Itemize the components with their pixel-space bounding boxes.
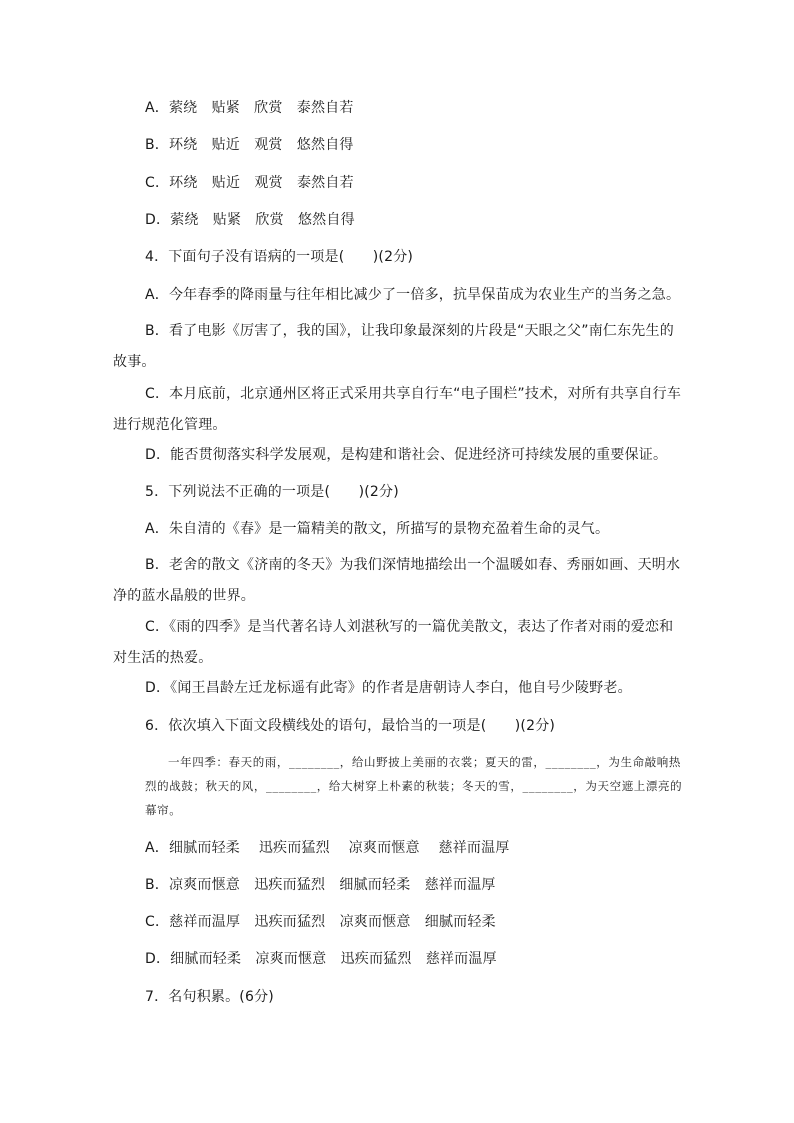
q3-option-d: D．萦绕 贴紧 欣赏 悠然自得: [145, 212, 355, 228]
q6-option-d: D．细腻而轻柔 凉爽而惬意 迅疾而猛烈 慈祥而温厚: [145, 951, 497, 967]
q6-passage: 一年四季：春天的雨，________，给山野披上美丽的衣裳；夏天的雷，________，为生命敲响热烈的战鼓；秋天的风，________，给大树穿上朴素的秋装；冬天的雪，________，为天空遮上漂亮的幕帘。: [145, 755, 683, 817]
q3-option-a: A．萦绕 贴紧 欣赏 泰然自若: [145, 100, 354, 116]
q5-option-d: D．《闻王昌龄左迁龙标遥有此寄》的作者是唐朝诗人李白，他自号少陵野老。: [145, 680, 632, 696]
q3-option-c: C．环绕 贴近 观赏 泰然自若: [145, 175, 354, 191]
q4-option-c: C．本月底前，北京通州区将正式采用共享自行车“电子围栏”技术，对所有共享自行车进行规范化管理。: [113, 386, 682, 433]
q4-option-a: A．今年春季的降雨量与往年相比减少了一倍多，抗旱保苗成为农业生产的当务之急。: [145, 287, 681, 303]
q7-stem: 7．名句积累。(6分): [145, 989, 274, 1005]
q4-stem: 4．下面句子没有语病的一项是( )(2分): [145, 249, 414, 265]
q6-option-c: C．慈祥而温厚 迅疾而猛烈 凉爽而惬意 细腻而轻柔: [145, 914, 496, 930]
q6-option-a: A．细腻而轻柔 迅疾而猛烈 凉爽而惬意 慈祥而温厚: [145, 840, 510, 856]
q4-option-d: D．能否贯彻落实科学发展观，是构建和谐社会、促进经济可持续发展的重要保证。: [145, 447, 668, 463]
q4-option-b: B．看了电影《厉害了，我的国》，让我印象最深刻的片段是“天眼之父”南仁东先生的故事。: [113, 323, 674, 370]
q6-stem: 6．依次填入下面文段横线处的语句，最恰当的一项是( )(2分): [145, 718, 556, 734]
q5-stem: 5．下列说法不正确的一项是( )(2分): [145, 484, 399, 500]
q3-option-b: B．环绕 贴近 观赏 悠然自得: [145, 137, 354, 153]
q5-option-b: B．老舍的散文《济南的冬天》为我们深情地描绘出一个温暖如春、秀丽如画、天明水净的蓝水晶般的世界。: [113, 557, 681, 604]
q5-option-a: A．朱自清的《春》是一篇精美的散文，所描写的景物充盈着生命的灵气。: [145, 521, 610, 537]
q6-option-b: B．凉爽而惬意 迅疾而猛烈 细腻而轻柔 慈祥而温厚: [145, 877, 496, 893]
q5-option-c: C．《雨的四季》是当代著名诗人刘湛秋写的一篇优美散文，表达了作者对雨的爱恋和对生活的热爱。: [113, 619, 674, 666]
